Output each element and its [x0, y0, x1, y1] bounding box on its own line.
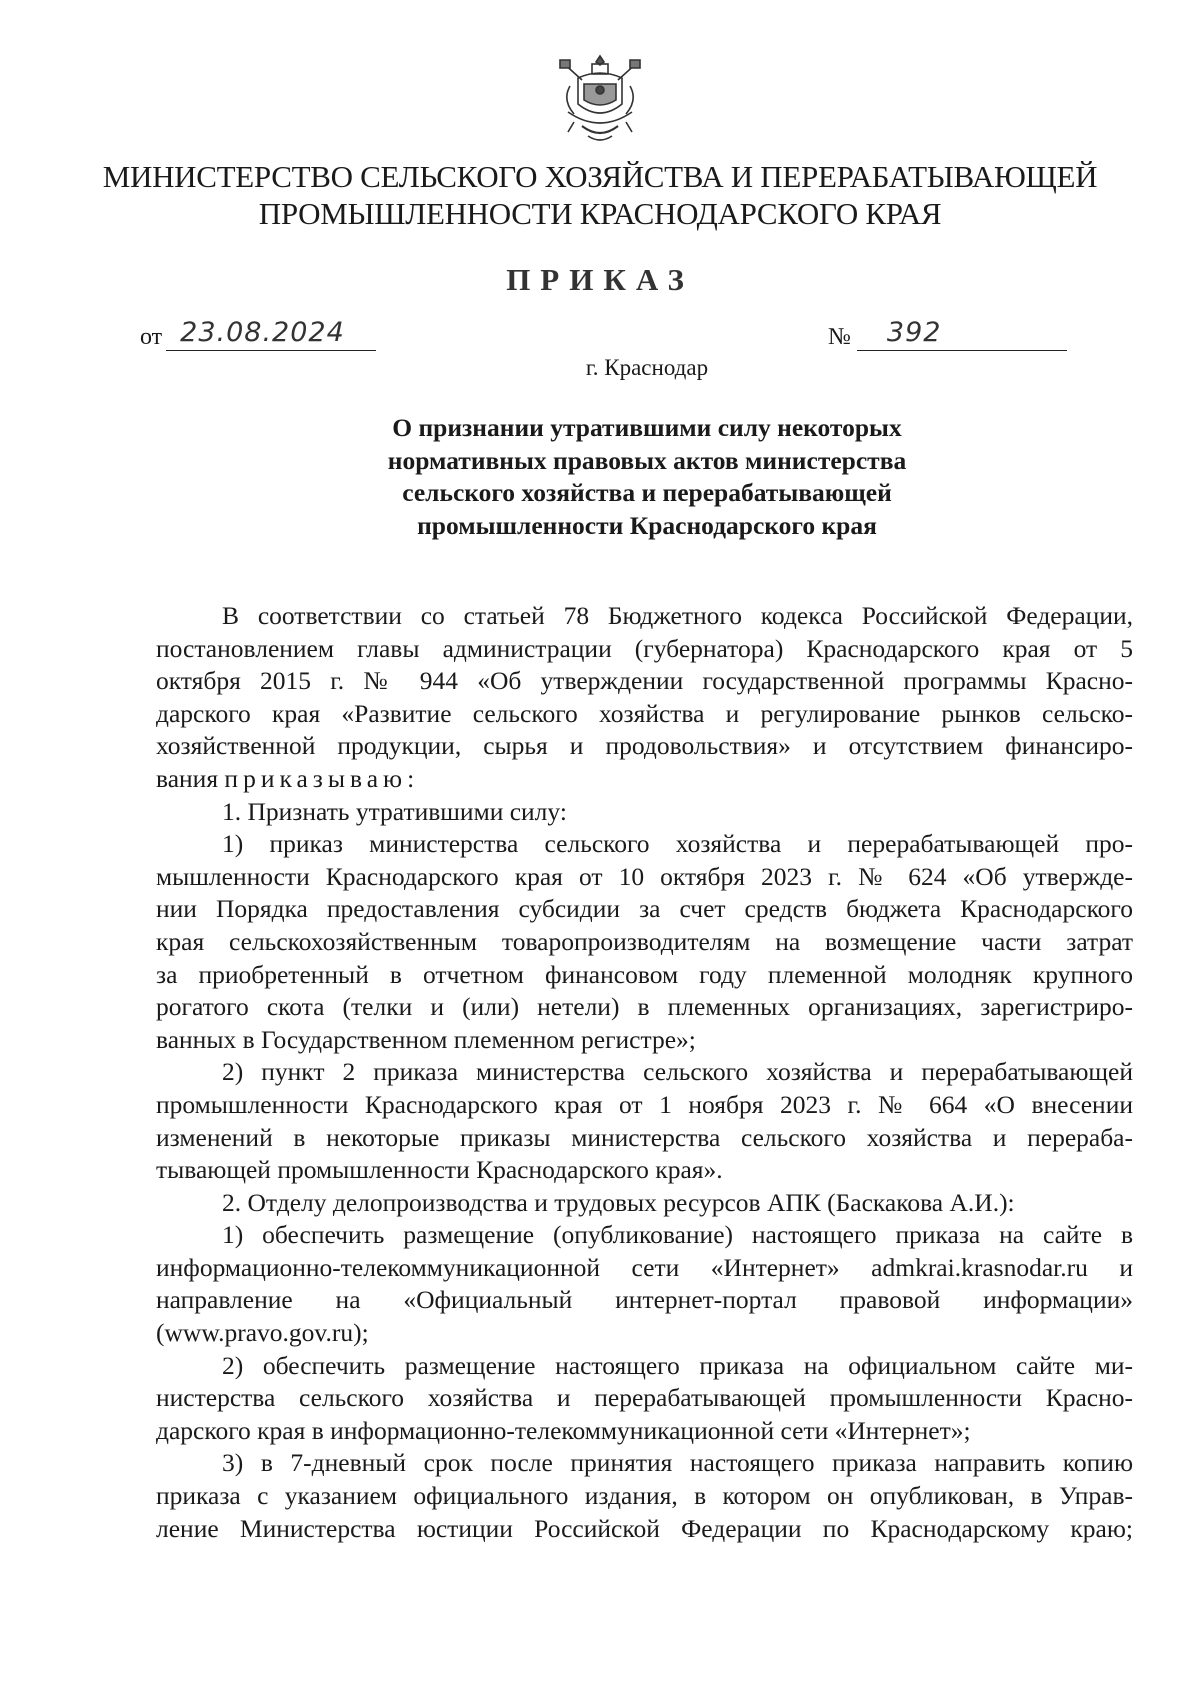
number-value: 392 [886, 317, 942, 348]
body-line: ление Министерства юстиции Российской Федерации по Краснодарскому краю; [156, 1513, 1133, 1543]
body-line [156, 763, 1133, 796]
order-date [140, 317, 376, 351]
body-line: изменений в некоторые приказы министерства сельского хозяйства и перераба- [156, 1122, 1133, 1152]
body-line: 3) в 7-дневный срок после принятия настоящего приказа направить копию [222, 1448, 1133, 1478]
body-line: нии Порядка предоставления субсидии за счет средств бюджета Краснодарского [156, 894, 1133, 924]
subject-line2: нормативных правовых актов министерства [387, 445, 907, 475]
number-line [857, 317, 1067, 351]
body-line: ванных в Государственном племенном регистре»; [156, 1024, 696, 1054]
date-prefix: от [140, 324, 163, 350]
body-line: В соответствии со статьей 78 Бюджетного кодекса Российской Федерации, [222, 601, 1133, 630]
body-line: октября 2015 г. № 944 «Об утверждении государственной программы Красно- [156, 666, 1133, 696]
body-line: приказа с указанием официального издания, в котором он опубликован, в Управ- [156, 1481, 1133, 1511]
body-line: тывающей промышленности Краснодарского края». [156, 1155, 723, 1185]
body-line: мышленности Краснодарского края от 10 октября 2023 г. № 624 «Об утвержде- [156, 861, 1133, 891]
order-title: ПРИКАЗ [506, 262, 694, 297]
order-subject [0, 412, 1200, 542]
date-value: 23.08.2024 [180, 317, 345, 348]
coat-of-arms-emblem [548, 52, 652, 148]
body-line: хозяйственной продукции, сырья и продовольствия» и отсутствием финансиро- [156, 731, 1133, 761]
subject-line1: О признании утратившими силу некоторых [392, 413, 902, 442]
body-line: направление на «Официальный интернет-портал правовой информации» [156, 1285, 1133, 1315]
body-line: нистерства сельского хозяйства и перерабатывающей промышленности Красно- [156, 1383, 1133, 1413]
ministry-name-line1: МИНИСТЕРСТВО СЕЛЬСКОГО ХОЗЯЙСТВА И ПЕРЕРАБАТЫВАЮЩЕЙ [102, 159, 1098, 194]
body-line: 2. Отделу делопроизводства и трудовых ресурсов АПК (Баскакова А.И.): [222, 1187, 1015, 1217]
number-prefix: № [828, 324, 851, 350]
subject-line3: сельского хозяйства и перерабатывающей [402, 478, 892, 507]
order-number [828, 317, 1067, 351]
date-line [166, 317, 376, 351]
order-body [156, 600, 1133, 1545]
body-line: 2) пункт 2 приказа министерства сельского хозяйства и перерабатывающей [222, 1057, 1133, 1087]
body-line: 1) обеспечить размещение (опубликование) настоящего приказа на сайте в [222, 1220, 1133, 1250]
body-line: (www.pravo.gov.ru); [156, 1318, 369, 1348]
subject-line4: промышленности Краснодарского края [417, 510, 877, 540]
body-line: информационно-телекоммуникационной сети «Интернет» admkrai.krasnodar.ru и [156, 1252, 1133, 1282]
body-line: рогатого скота (телки и (или) нетели) в племенных организациях, зарегистриро- [156, 992, 1133, 1022]
body-word: вания [156, 763, 219, 793]
ministry-name [0, 158, 1200, 232]
body-line: 2) обеспечить размещение настоящего приказа на официальном сайте ми- [222, 1350, 1133, 1380]
city: г. Краснодар [585, 355, 709, 380]
body-line: 1. Признать утратившими силу: [222, 796, 567, 826]
ministry-name-line2: ПРОМЫШЛЕННОСТИ КРАСНОДАРСКОГО КРАЯ [258, 196, 942, 231]
body-line: промышленности Краснодарского края от 1 ноября 2023 г. № 664 «О внесении [156, 1089, 1133, 1119]
body-line: 1) приказ министерства сельского хозяйства и перерабатывающей про- [222, 829, 1133, 859]
body-line: постановлением главы администрации (губернатора) Краснодарского края от 5 [156, 633, 1133, 663]
body-line: дарского края «Развитие сельского хозяйства и регулирование рынков сельско- [156, 698, 1133, 728]
body-line: края сельскохозяйственным товаропроизводителям на возмещение части затрат [156, 926, 1133, 956]
body-line: за приобретенный в отчетном финансовом году племенной молодняк крупного [156, 959, 1133, 989]
order-verb: приказываю: [224, 763, 420, 793]
body-line: дарского края в информационно-телекоммуникационной сети «Интернет»; [156, 1415, 971, 1445]
